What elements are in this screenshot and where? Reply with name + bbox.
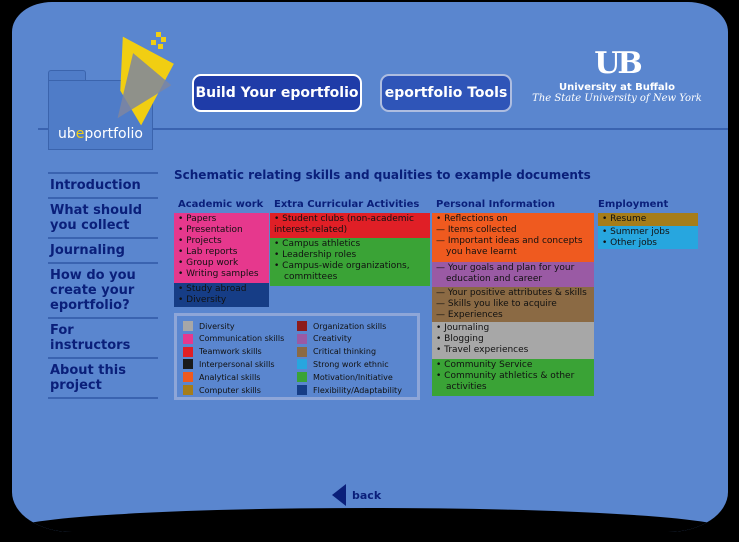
legend-swatch <box>297 372 307 382</box>
list-item: • Reflections on <box>436 214 508 224</box>
legend-label: Critical thinking <box>313 347 377 357</box>
list-item: • Travel experiences <box>436 345 529 355</box>
dot-icon <box>151 40 156 45</box>
list-item: — Items collected <box>436 225 517 235</box>
list-item: — Skills you like to acquire <box>436 299 557 309</box>
page-title: Schematic relating skills and qualities to example documents <box>174 168 591 182</box>
sidebar-nav <box>48 172 158 399</box>
page-frame <box>12 2 728 532</box>
list-item: • Community athletics & other <box>436 371 575 381</box>
employment-jobs-box <box>598 226 698 249</box>
list-item: activities <box>446 382 487 392</box>
list-item: — Your goals and plan for your <box>436 263 575 273</box>
list-item: • Student clubs (non-academic <box>274 214 414 224</box>
legend-swatch <box>297 359 307 369</box>
nav-item-about[interactable]: About this project <box>48 357 158 399</box>
legend-item <box>183 321 235 331</box>
nav-item-create-eportfolio[interactable]: How do you create your eportfolio? <box>48 262 158 317</box>
list-item: • Resume <box>602 214 647 224</box>
legend-label: Diversity <box>199 321 235 331</box>
legend-label: Communication skills <box>199 334 285 344</box>
list-item: • Papers <box>178 214 217 224</box>
list-item: • Community Service <box>436 360 533 370</box>
personal-goals-box <box>432 262 594 287</box>
build-eportfolio-button[interactable]: Build Your eportfolio <box>192 74 362 112</box>
eportfolio-tools-button[interactable]: eportfolio Tools <box>380 74 512 112</box>
legend-item <box>297 347 376 357</box>
legend-swatch <box>297 385 307 395</box>
ub-name: University at Buffalo <box>559 82 675 93</box>
legend-label: Interpersonal skills <box>199 359 275 369</box>
list-item: education and career <box>446 274 543 284</box>
nav-item-introduction[interactable]: Introduction <box>48 172 158 197</box>
list-item: — Important ideas and concepts <box>436 236 583 246</box>
legend-swatch <box>183 347 193 357</box>
ubeportfolio-logo[interactable] <box>48 32 188 150</box>
legend-label: Strong work ethnic <box>313 359 389 369</box>
list-item: • Blogging <box>436 334 484 344</box>
list-item: • Journaling <box>436 323 490 333</box>
legend-swatch <box>183 334 193 344</box>
extra-athletics-box <box>270 238 430 286</box>
extra-clubs-box <box>270 213 430 238</box>
legend-label: Analytical skills <box>199 372 261 382</box>
nav-item-journaling[interactable]: Journaling <box>48 237 158 262</box>
list-item: • Writing samples <box>178 269 259 279</box>
legend-label: Computer skills <box>199 385 261 395</box>
legend-label: Creativity <box>313 334 352 344</box>
legend-swatch <box>297 321 307 331</box>
legend-swatch <box>183 359 193 369</box>
list-item: you have learnt <box>446 247 517 257</box>
list-item: • Summer jobs <box>602 227 670 237</box>
personal-reflections-box <box>432 213 594 262</box>
list-item: committees <box>284 272 338 282</box>
legend-label: Flexibility/Adaptability <box>313 385 402 395</box>
legend-item <box>183 385 261 395</box>
employment-resume-box <box>598 213 698 226</box>
nav-item-instructors[interactable]: For instructors <box>48 317 158 357</box>
list-item: • Group work <box>178 258 239 268</box>
list-item: • Study abroad <box>178 284 247 294</box>
ub-logo[interactable] <box>532 48 702 104</box>
column-header-employment: Employment <box>598 199 669 210</box>
legend-item <box>183 359 275 369</box>
column-header-personal: Personal Information <box>436 199 555 210</box>
skills-legend <box>174 313 420 400</box>
legend-item <box>297 359 389 369</box>
nav-item-what-to-collect[interactable]: What should you collect <box>48 197 158 237</box>
list-item: • Leadership roles <box>274 250 357 260</box>
back-button[interactable] <box>332 484 381 506</box>
personal-skills-box <box>432 287 594 322</box>
list-item: — Experiences <box>436 310 503 320</box>
list-item: • Presentation <box>178 225 243 235</box>
legend-item <box>297 334 352 344</box>
academic-diversity-box <box>174 283 269 307</box>
list-item: • Lab reports <box>178 247 238 257</box>
logo-text: ubeportfolio <box>58 126 143 142</box>
ub-mark: UB <box>594 46 640 81</box>
ub-subtitle: The State University of New York <box>532 93 702 104</box>
legend-swatch <box>183 372 193 382</box>
back-label: back <box>352 488 382 502</box>
legend-swatch <box>183 321 193 331</box>
personal-community-box <box>432 359 594 396</box>
legend-label: Teamwork skills <box>199 347 262 357</box>
legend-swatch <box>183 385 193 395</box>
personal-journaling-box <box>432 322 594 359</box>
legend-swatch <box>297 347 307 357</box>
legend-item <box>183 372 260 382</box>
legend-label: Motivation/Initiative <box>313 372 393 382</box>
legend-label: Organization skills <box>313 321 387 331</box>
column-header-extra: Extra Curricular Activities <box>274 199 420 210</box>
list-item: • Campus athletics <box>274 239 361 249</box>
list-item: • Campus-wide organizations, <box>274 261 410 271</box>
back-arrow-icon <box>332 484 346 506</box>
dot-icon <box>158 44 163 49</box>
legend-item <box>183 347 262 357</box>
list-item: • Other jobs <box>602 238 657 248</box>
list-item: • Projects <box>178 236 222 246</box>
list-item: — Your positive attributes & skills <box>436 288 587 298</box>
legend-item <box>297 321 386 331</box>
list-item: interest-related) <box>274 225 348 235</box>
legend-item <box>297 385 402 395</box>
column-header-academic: Academic work <box>178 199 264 210</box>
dot-icon <box>161 37 166 42</box>
legend-item <box>183 334 284 344</box>
list-item: • Diversity <box>178 295 227 305</box>
academic-box <box>174 213 269 283</box>
legend-item <box>297 372 393 382</box>
legend-swatch <box>297 334 307 344</box>
